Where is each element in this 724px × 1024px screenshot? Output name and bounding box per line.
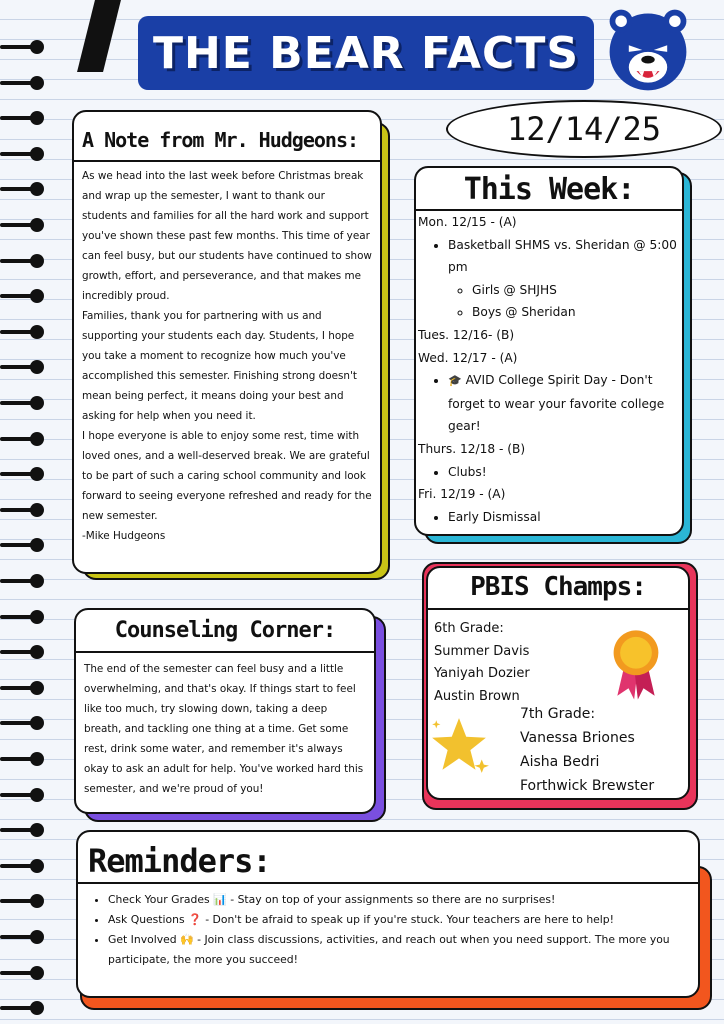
list-item: • Ask Questions ❓ - Don't be afraid to speak up if you're stuck. Your teachers are here to help! — [108, 910, 698, 930]
notebook-ring — [0, 147, 44, 161]
week-title: This Week: — [416, 168, 682, 211]
pbis-grade7 — [520, 702, 654, 798]
counseling-body: The end of the semester can feel busy and a little overwhelming, and that's okay. If things start to feel like too much, try slowing down, taking a deep breath, and tackling one thing at a time. Get some rest, drink some water, and remember it's always okay to ask an adult for help. You've worked hard this semester, and we're proud of you! — [84, 663, 364, 795]
question-mark-icon: ❓ — [188, 913, 202, 926]
notebook-ring — [0, 788, 44, 802]
day-monday: Mon. 12/15 - (A) — [418, 215, 517, 229]
notebook-ring — [0, 76, 44, 90]
week-schedule — [416, 211, 682, 528]
notebook-ring — [0, 432, 44, 446]
week-card — [414, 166, 684, 536]
notebook-ring — [0, 325, 44, 339]
day-wednesday: Wed. 12/17 - (A) — [418, 350, 518, 365]
star-icon — [428, 714, 490, 776]
note-title: A Note from Mr. Hudgeons: — [74, 112, 380, 162]
list-item: • Early Dismissal — [448, 506, 680, 529]
note-paragraph: I hope everyone is able to enjoy some rest, time with loved ones, and a well-deserved break. We are grateful to be part of such a caring school community and look forward to seeing everyone refreshed and ready for the new semester. — [82, 430, 372, 522]
notebook-ring — [0, 40, 44, 54]
notebook-ring — [0, 1001, 44, 1015]
day-thursday: Thurs. 12/18 - (B) — [418, 441, 526, 456]
list-item: Vanessa Briones — [520, 730, 635, 746]
issue-date: 12/14/25 — [446, 100, 722, 158]
bear-mascot-icon — [600, 2, 696, 98]
list-item: ◦ Girls @ SHJHS — [472, 279, 680, 302]
note-signature: -Mike Hudgeons — [82, 530, 166, 542]
list-item: Austin Brown — [434, 688, 520, 704]
notebook-ring — [0, 254, 44, 268]
notebook-ring — [0, 182, 44, 196]
notebook-ring — [0, 681, 44, 695]
notebook-ring — [0, 503, 44, 517]
notebook-ring — [0, 859, 44, 873]
pbis-grade6 — [434, 618, 530, 708]
list-item: ◦ Boys @ Sheridan — [472, 301, 680, 324]
list-item: • Basketball SHMS vs. Sheridan @ 5:00 pm ◦ Girls @ SHJHS ◦ Boys @ Sheridan — [448, 234, 680, 324]
newsletter-title: THE BEAR FACTS — [152, 27, 580, 79]
notebook-ring — [0, 467, 44, 481]
grade6-label: 6th Grade: — [434, 621, 504, 636]
notebook-ring — [0, 396, 44, 410]
counseling-title: Counseling Corner: — [76, 610, 374, 653]
notebook-ring — [0, 289, 44, 303]
award-ribbon-icon — [608, 626, 664, 702]
notebook-ring — [0, 610, 44, 624]
note-card — [72, 110, 382, 574]
reminders-list — [78, 884, 698, 970]
list-item: • 🎓 AVID College Spirit Day - Don't forget to wear your favorite college gear! — [448, 369, 680, 438]
notebook-ring — [0, 645, 44, 659]
list-item: • Get Involved 🙌 - Join class discussions, activities, and reach out when you need support. The more you participate, the more you succeed! — [108, 930, 698, 970]
notebook-ring — [0, 930, 44, 944]
counseling-card — [74, 608, 376, 814]
bar-chart-icon: 📊 — [213, 893, 227, 906]
notebook-ring — [0, 894, 44, 908]
notebook-ring — [0, 360, 44, 374]
list-item: Forthwick Brewster — [520, 778, 655, 794]
notebook-ring — [0, 538, 44, 552]
note-body — [74, 162, 380, 546]
notebook-ring — [0, 966, 44, 980]
notebook-ring — [0, 823, 44, 837]
pbis-title: PBIS Champs: — [428, 568, 688, 610]
note-paragraph: Families, thank you for partnering with us and supporting your students each day. Students, I hope you take a moment to recognize how much you've accomplished this semester. Finishing strong doesn't mean being perfect, it means doing your best and asking for help when you need it. — [82, 310, 357, 422]
pbis-card — [426, 566, 690, 800]
title-banner — [138, 16, 594, 90]
notebook-ring — [0, 752, 44, 766]
notebook-ring — [0, 218, 44, 232]
notebook-ring — [0, 716, 44, 730]
grade7-label: 7th Grade: — [520, 706, 596, 722]
reminders-title: Reminders: — [78, 832, 698, 884]
list-item: Aisha Bedri — [520, 754, 600, 770]
notebook-ring — [0, 574, 44, 588]
list-item: Yaniyah Dozier — [434, 666, 530, 681]
list-item: Summer Davis — [434, 643, 530, 659]
day-tuesday: Tues. 12/16- (B) — [418, 327, 515, 342]
bookmark-ribbon — [77, 0, 121, 72]
graduation-cap-icon: 🎓 — [448, 374, 462, 388]
list-item: • Clubs! — [448, 461, 680, 484]
reminders-card — [76, 830, 700, 998]
note-paragraph: As we head into the last week before Christmas break and wrap up the semester, I want to thank our students and families for all the hard work and support you've shown these past few months. This time of year can feel busy, but our students have continued to show growth, effort, and perseverance, and that makes me incredibly proud. — [82, 170, 372, 302]
raised-hands-icon: 🙌 — [180, 933, 194, 946]
day-friday: Fri. 12/19 - (A) — [418, 487, 506, 502]
notebook-ring — [0, 111, 44, 125]
list-item: • Check Your Grades 📊 - Stay on top of your assignments so there are no surprises! — [108, 890, 698, 910]
